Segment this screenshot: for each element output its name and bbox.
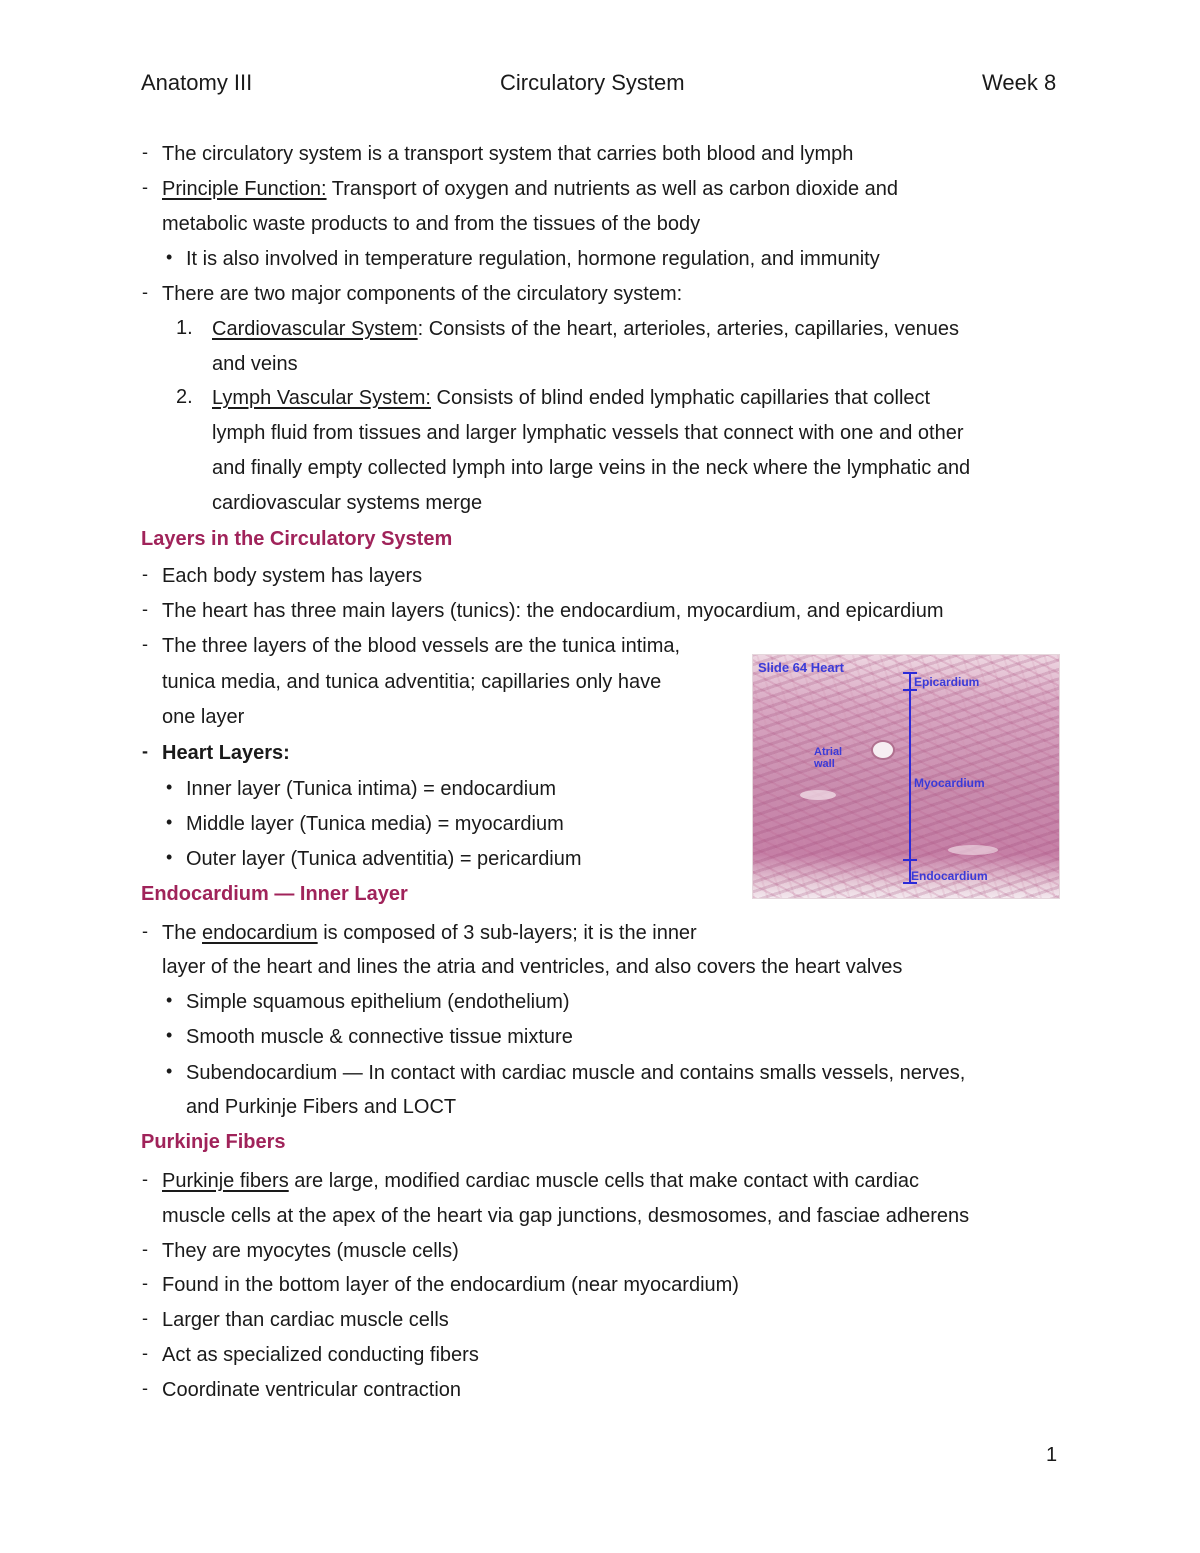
endocardium-sublayer-3: Subendocardium — In contact with cardiac muscle and contains smalls vessels, nerves, xyxy=(186,1062,966,1084)
purkinje-item-4: Larger than cardiac muscle cells xyxy=(162,1309,449,1331)
tissue-gap xyxy=(948,845,998,855)
component-1: Cardiovascular System: Consists of the heart, arterioles, arteries, capillaries, venues xyxy=(212,318,959,340)
purkinje-item-6: Coordinate ventricular contraction xyxy=(162,1379,462,1401)
dash-marker: - xyxy=(142,1273,148,1293)
purkinje-item-1: Purkinje fibers are large, modified cardiac muscle cells that make contact with cardiac xyxy=(162,1170,919,1192)
purkinje-fibers-term: Purkinje fibers xyxy=(162,1170,289,1192)
label-atrial: Atrial xyxy=(814,746,843,758)
label-myocardium: Myocardium xyxy=(914,776,985,790)
bullet-marker: • xyxy=(166,777,173,797)
principle-function-term: Principle Function: xyxy=(162,178,327,200)
micrograph-overlay xyxy=(753,655,1059,898)
dash-marker: - xyxy=(142,1308,148,1328)
label-wall: wall xyxy=(814,758,835,770)
heart-layer-middle: Middle layer (Tunica media) = myocardium xyxy=(186,813,564,835)
component-2-cont: and finally empty collected lymph into large veins in the neck where the lymphatic and xyxy=(212,457,971,479)
component-2: Lymph Vascular System: Consists of blind ended lymphatic capillaries that collect xyxy=(212,387,931,409)
dash-marker: - xyxy=(142,1378,148,1398)
dash-marker: - xyxy=(142,142,148,162)
dash-marker: - xyxy=(142,921,148,941)
bullet-marker: • xyxy=(166,990,173,1010)
page-number: 1 xyxy=(1046,1444,1058,1466)
bullet-marker: • xyxy=(166,1025,173,1045)
list-number: 1. xyxy=(176,317,193,339)
intro-item-2-cont: metabolic waste products to and from the tissues of the body xyxy=(162,213,701,235)
component-2-cont: cardiovascular systems merge xyxy=(212,492,483,514)
purkinje-item-2: They are myocytes (muscle cells) xyxy=(162,1240,459,1262)
layers-item-3-cont: tunica media, and tunica adventitia; capillaries only have xyxy=(162,671,662,693)
principle-function-text: Transport of oxygen and nutrients as well as carbon dioxide and xyxy=(326,178,898,200)
heart-micrograph-figure xyxy=(752,654,1060,899)
endocardium-item-1-cont: layer of the heart and lines the atria and ventricles, and also covers the heart valves xyxy=(162,956,903,978)
purkinje-item-3: Found in the bottom layer of the endocardium (near myocardium) xyxy=(162,1274,739,1296)
purkinje-item-1-cont: muscle cells at the apex of the heart via gap junctions, desmosomes, and fasciae adherens xyxy=(162,1205,970,1227)
section-heading-layers: Layers in the Circulatory System xyxy=(141,528,453,550)
bullet-marker: • xyxy=(166,1061,173,1081)
dash-marker: - xyxy=(142,741,148,761)
label-epicardium: Epicardium xyxy=(914,675,980,689)
list-number: 2. xyxy=(176,386,193,408)
dash-marker: - xyxy=(142,1239,148,1259)
dash-marker: - xyxy=(142,599,148,619)
header-title: Circulatory System xyxy=(500,70,685,95)
component-1-cont: and veins xyxy=(212,353,298,375)
heart-layer-inner: Inner layer (Tunica intima) = endocardium xyxy=(186,778,556,800)
dash-marker: - xyxy=(142,1343,148,1363)
intro-subitem: It is also involved in temperature regulation, hormone regulation, and immunity xyxy=(186,248,880,270)
endocardium-item-1: The endocardium is composed of 3 sub-layers; it is the inner xyxy=(162,922,697,944)
figure-title: Slide 64 Heart xyxy=(758,660,844,675)
intro-item-1: The circulatory system is a transport system that carries both blood and lymph xyxy=(162,143,854,165)
bullet-marker: • xyxy=(166,812,173,832)
endocardium-sublayer-2: Smooth muscle & connective tissue mixture xyxy=(186,1026,573,1048)
endocardium-sublayer-3-cont: and Purkinje Fibers and LOCT xyxy=(186,1096,457,1118)
intro-item-3: There are two major components of the circulatory system: xyxy=(162,283,683,305)
bullet-marker: • xyxy=(166,847,173,867)
dash-marker: - xyxy=(142,1169,148,1189)
vessel-lumen xyxy=(872,741,894,759)
dash-marker: - xyxy=(142,177,148,197)
dash-marker: - xyxy=(142,634,148,654)
cardiovascular-system-term: Cardiovascular System xyxy=(212,318,418,340)
intro-item-2 xyxy=(162,177,898,201)
layers-item-3-cont: one layer xyxy=(162,706,245,728)
section-heading-endocardium: Endocardium — Inner Layer xyxy=(141,883,408,905)
dash-marker: - xyxy=(142,282,148,302)
purkinje-item-5: Act as specialized conducting fibers xyxy=(162,1344,479,1366)
tissue-gap xyxy=(800,790,836,800)
header-week: Week 8 xyxy=(982,70,1057,95)
component-2-cont: lymph fluid from tissues and larger lymphatic vessels that connect with one and other xyxy=(212,422,964,444)
endocardium-term: endocardium xyxy=(202,922,318,944)
heart-layer-outer: Outer layer (Tunica adventitia) = pericardium xyxy=(186,848,582,870)
endocardium-sublayer-1: Simple squamous epithelium (endothelium) xyxy=(186,991,570,1013)
section-heading-purkinje: Purkinje Fibers xyxy=(141,1131,286,1153)
bullet-marker: • xyxy=(166,247,173,267)
layers-item-1: Each body system has layers xyxy=(162,565,423,587)
dash-marker: - xyxy=(142,564,148,584)
header-course: Anatomy III xyxy=(141,70,253,95)
layers-item-3: The three layers of the blood vessels are the tunica intima, xyxy=(162,635,681,657)
lymph-vascular-system-term: Lymph Vascular System: xyxy=(212,387,431,409)
label-endocardium: Endocardium xyxy=(911,869,988,883)
layers-item-2: The heart has three main layers (tunics): the endocardium, myocardium, and epicardium xyxy=(162,600,944,622)
heart-layers-label: Heart Layers: xyxy=(162,742,290,764)
